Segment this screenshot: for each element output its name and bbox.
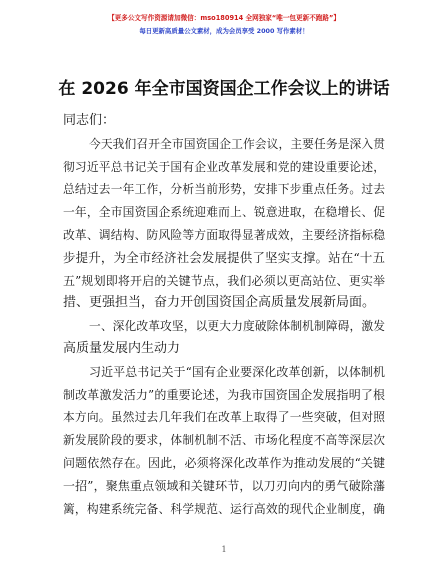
paragraph-line: 总结过去一年工作，分析当前形势，安排下步重点任务。过去 (63, 182, 385, 197)
paragraph-line: 一招”，聚焦重点领域和关键环节，以刀刃向内的勇气破除藩 (63, 478, 385, 493)
paragraph-line: 本方向。虽然过去几年我们在改革上取得了一些突破，但对照 (63, 410, 385, 425)
paragraph-line: 今天我们召开全市国资国企工作会议，主要任务是深入贯 (89, 136, 385, 151)
paragraph-line: 一年，全市国资国企系统迎难而上、锐意进取，在稳增长、促 (63, 205, 385, 220)
paragraph-line: 新发展阶段的要求，体制机制不活、市场化程度不高等深层次 (63, 433, 385, 448)
page-number: 1 (221, 545, 227, 554)
section-heading-line: 一、深化改革攻坚，以更大力度破除体制机制障碍，激发 (89, 319, 385, 334)
section-heading-line: 高质量发展内生动力 (63, 340, 181, 356)
paragraph-line: 步提升，为全市经济社会发展提供了坚实支撑。站在“十五 (63, 249, 385, 265)
paragraph-line: 五”规划即将开启的关键节点，我们必须以更高站位、更实举 (63, 273, 385, 288)
paragraph-line: 彻习近平总书记关于国有企业改革发展和党的建设重要论述， (63, 159, 385, 174)
document-title: 在 2026 年全市国资国企工作会议上的讲话 (58, 79, 390, 99)
paragraph-line: 改革、调结构、防风险等方面取得显著成效，主要经济指标稳 (63, 227, 385, 242)
promo-banner-line-2: 每日更新高质量公文素材，成为会员享受 2000 写作素材！ (139, 27, 309, 35)
paragraph-line: 制改革激发活力”的重要论述，为我市国资国企发展指明了根 (63, 387, 385, 402)
paragraph-line: 习近平总书记关于“国有企业要深化改革创新，以体制机 (89, 364, 385, 379)
paragraph-line: 问题依然存在。因此，必须将深化改革作为推动发展的“关键 (63, 455, 385, 470)
promo-banner (0, 12, 448, 38)
salutation: 同志们： (63, 113, 116, 128)
paragraph-line: 篱，构建系统完备、科学规范、运行高效的现代企业制度，确 (63, 501, 385, 516)
paragraph-line: 措、更强担当，奋力开创国资国企高质量发展新局面。 (63, 295, 376, 311)
document-body (63, 110, 385, 520)
promo-banner-line-1: 【更多公文写作资源请加微信：mso180914 全网独家“唯一包更新不跑路”】 (108, 14, 340, 22)
